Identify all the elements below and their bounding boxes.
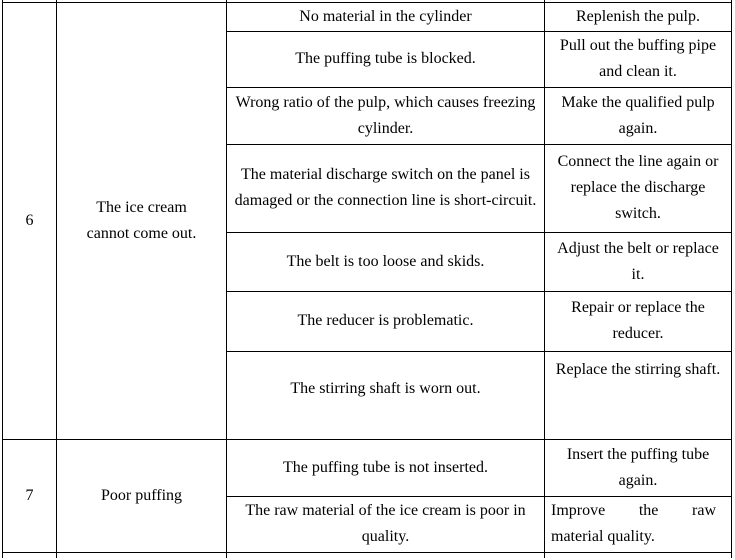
cause-cell: The raw material of the ice cream is poor in quality. xyxy=(227,496,545,552)
table-row xyxy=(3,2,732,31)
table-row xyxy=(3,439,732,496)
problem-cell: Poor puffing xyxy=(57,439,227,552)
row-number-cell: 6 xyxy=(3,2,57,439)
solution-cell: Replace the stirring shaft. xyxy=(545,351,732,439)
solution-cell: Adjust the belt or replace it. xyxy=(545,232,732,291)
empty-cell xyxy=(227,552,545,558)
empty-cell xyxy=(57,552,227,558)
cause-cell: The reducer is problematic. xyxy=(227,291,545,351)
row-number-cell: 7 xyxy=(3,439,57,552)
cause-cell: No material in the cylinder xyxy=(227,2,545,31)
problem-cell: The ice cream cannot come out. xyxy=(57,2,227,439)
empty-cell xyxy=(3,552,57,558)
cause-cell: The puffing tube is blocked. xyxy=(227,31,545,87)
cause-cell: Wrong ratio of the pulp, which causes freezing cylinder. xyxy=(227,87,545,144)
cause-cell: The stirring shaft is worn out. xyxy=(227,351,545,439)
cause-cell: The belt is too loose and skids. xyxy=(227,232,545,291)
solution-cell: Make the qualified pulp again. xyxy=(545,87,732,144)
solution-line: Improve the raw xyxy=(551,502,716,519)
solution-line: material quality. xyxy=(551,528,655,545)
table-row xyxy=(3,552,732,558)
cause-cell: The puffing tube is not inserted. xyxy=(227,439,545,496)
empty-cell xyxy=(545,552,732,558)
solution-cell: Connect the line again or replace the discharge switch. xyxy=(545,144,732,232)
solution-cell: Repair or replace the reducer. xyxy=(545,291,732,351)
cause-cell: The material discharge switch on the panel is damaged or the connection line is short-circuit. xyxy=(227,144,545,232)
solution-cell: Insert the puffing tube again. xyxy=(545,439,732,496)
troubleshooting-table xyxy=(2,0,732,558)
solution-cell xyxy=(545,496,732,552)
solution-cell: Replenish the pulp. xyxy=(545,2,732,31)
solution-cell: Pull out the buffing pipe and clean it. xyxy=(545,31,732,87)
